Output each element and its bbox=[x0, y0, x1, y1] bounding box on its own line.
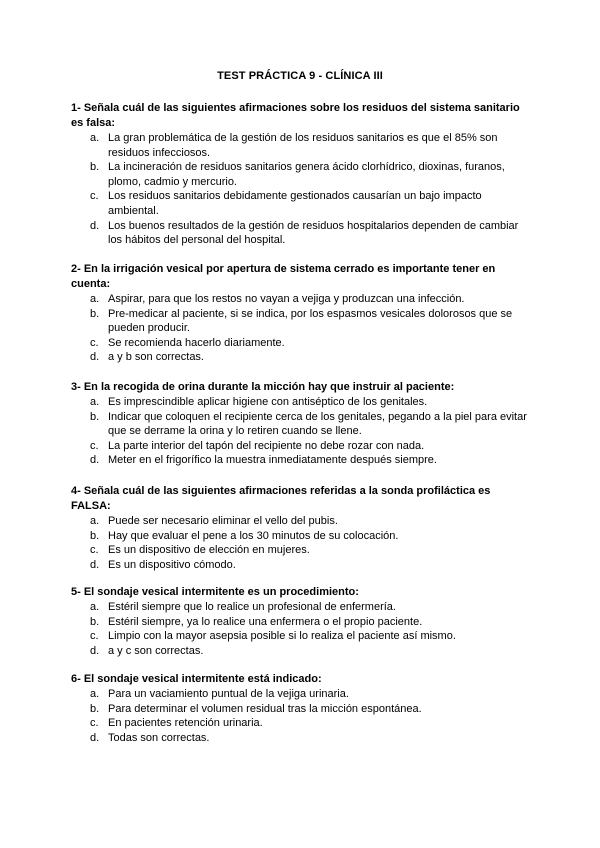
option-text: a y b son correctas. bbox=[108, 351, 204, 364]
option-letter: a. bbox=[90, 688, 100, 700]
option-a bbox=[71, 687, 531, 702]
option-b bbox=[71, 615, 531, 630]
option-text: Meter en el frigorífico la muestra inmediatamente después siempre. bbox=[108, 454, 437, 467]
option-text: Indicar que coloquen el recipiente cerca de los genitales, pegando a la piel para evitar que se derrame la orina y lo retiren cuando se llene. bbox=[108, 410, 527, 438]
option-text: Limpio con la mayor asepsia posible si lo realiza el paciente así mismo. bbox=[108, 630, 456, 643]
option-letter: b. bbox=[90, 615, 100, 628]
question-1 bbox=[71, 101, 531, 248]
options-list bbox=[71, 600, 531, 658]
option-c bbox=[71, 543, 531, 558]
option-letter: b. bbox=[90, 307, 100, 320]
option-text: Estéril siempre, ya lo realice una enfermera o el propio paciente. bbox=[108, 615, 423, 628]
question-2 bbox=[71, 262, 531, 365]
option-text: Los residuos sanitarios debidamente gestionados causarían un bajo impacto ambiental. bbox=[108, 190, 482, 217]
option-text: Estéril siempre que lo realice un profesional de enfermería. bbox=[108, 601, 396, 613]
option-d bbox=[71, 453, 531, 468]
option-letter: b. bbox=[90, 161, 100, 174]
option-a bbox=[71, 292, 531, 307]
option-text: La gran problemática de la gestión de los residuos sanitarios es que el 85% son residuos infecciosos. bbox=[108, 132, 498, 159]
option-b bbox=[71, 307, 531, 336]
option-text: Todas son correctas. bbox=[108, 731, 210, 744]
option-text: Es un dispositivo de elección en mujeres. bbox=[108, 544, 310, 557]
options-list bbox=[71, 292, 531, 365]
option-b bbox=[71, 160, 531, 189]
question-text: 1- Señala cuál de las siguientes afirmaciones sobre los residuos del sistema sanitario es falsa: bbox=[71, 102, 520, 129]
question-text: 2- En la irrigación vesical por apertura de sistema cerrado es importante tener en cuenta: bbox=[71, 263, 496, 290]
option-letter: d. bbox=[90, 219, 100, 232]
option-letter: a. bbox=[90, 601, 100, 613]
question-4 bbox=[71, 484, 531, 572]
option-a bbox=[71, 600, 531, 615]
question-5 bbox=[71, 585, 531, 658]
option-letter: c. bbox=[90, 717, 99, 730]
option-text: La incineración de residuos sanitarios genera ácido clorhídrico, dioxinas, furanos, plomo, cadmio y mercurio. bbox=[108, 161, 505, 188]
option-text: Puede ser necesario eliminar el vello del pubis. bbox=[108, 515, 338, 527]
option-b bbox=[71, 529, 531, 544]
option-b bbox=[71, 702, 531, 717]
option-letter: c. bbox=[90, 544, 99, 557]
option-c bbox=[71, 189, 531, 218]
option-d bbox=[71, 350, 531, 365]
options-list bbox=[71, 687, 531, 745]
option-d bbox=[71, 731, 531, 746]
option-text: Se recomienda hacerlo diariamente. bbox=[108, 336, 285, 349]
option-text: Hay que evaluar el pene a los 30 minutos de su colocación. bbox=[108, 529, 399, 542]
option-text: La parte interior del tapón del recipiente no debe rozar con nada. bbox=[108, 439, 425, 452]
option-text: Es imprescindible aplicar higiene con antiséptico de los genitales. bbox=[108, 396, 428, 408]
option-letter: b. bbox=[90, 410, 100, 423]
option-d bbox=[71, 558, 531, 573]
option-c bbox=[71, 716, 531, 731]
options-list bbox=[71, 514, 531, 572]
option-c bbox=[71, 439, 531, 454]
option-a bbox=[71, 131, 531, 160]
options-list bbox=[71, 395, 531, 468]
option-d bbox=[71, 644, 531, 659]
option-a bbox=[71, 514, 531, 529]
question-text: 3- En la recogida de orina durante la micción hay que instruir al paciente: bbox=[71, 381, 455, 393]
option-c bbox=[71, 336, 531, 351]
question-text: 6- El sondaje vesical intermitente está indicado: bbox=[71, 673, 322, 685]
option-text: Pre-medicar al paciente, si se indica, por los espasmos vesicales dolorosos que se pueden producir. bbox=[108, 307, 513, 335]
option-text: Aspirar, para que los restos no vayan a vejiga y produzcan una infección. bbox=[108, 293, 465, 305]
option-a bbox=[71, 395, 531, 410]
option-text: Es un dispositivo cómodo. bbox=[108, 558, 236, 571]
question-text: 5- El sondaje vesical intermitente es un procedimiento: bbox=[71, 586, 359, 598]
options-list bbox=[71, 131, 531, 248]
option-letter: d. bbox=[90, 558, 100, 571]
option-letter: c. bbox=[90, 190, 99, 203]
option-letter: c. bbox=[90, 336, 99, 349]
option-c bbox=[71, 629, 531, 644]
option-letter: c. bbox=[90, 630, 99, 643]
option-text: En pacientes retención urinaria. bbox=[108, 717, 263, 730]
option-letter: a. bbox=[90, 132, 100, 144]
option-b bbox=[71, 410, 531, 439]
option-letter: b. bbox=[90, 702, 100, 715]
option-text: a y c son correctas. bbox=[108, 644, 204, 657]
option-letter: d. bbox=[90, 454, 100, 467]
question-text: 4- Señala cuál de las siguientes afirmaciones referidas a la sonda profiláctica es FALSA: bbox=[71, 485, 491, 512]
question-3 bbox=[71, 380, 531, 468]
option-letter: c. bbox=[90, 439, 99, 452]
option-text: Los buenos resultados de la gestión de residuos hospitalarios dependen de cambiar los hábitos del personal del hospital. bbox=[108, 219, 519, 247]
option-d bbox=[71, 219, 531, 248]
question-6 bbox=[71, 672, 531, 745]
page-title: TEST PRÁCTICA 9 - CLÍNICA III bbox=[217, 70, 383, 82]
option-letter: b. bbox=[90, 529, 100, 542]
option-letter: d. bbox=[90, 731, 100, 744]
option-text: Para un vaciamiento puntual de la vejiga urinaria. bbox=[108, 688, 349, 700]
option-text: Para determinar el volumen residual tras la micción espontánea. bbox=[108, 702, 422, 715]
option-letter: d. bbox=[90, 351, 100, 364]
option-letter: a. bbox=[90, 396, 100, 408]
option-letter: a. bbox=[90, 293, 100, 305]
option-letter: a. bbox=[90, 515, 100, 527]
option-letter: d. bbox=[90, 644, 100, 657]
